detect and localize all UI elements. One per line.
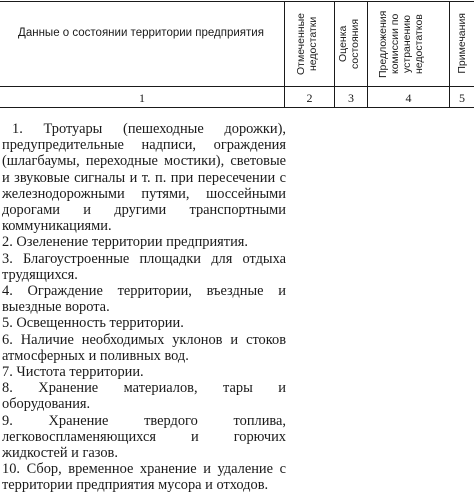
list-item: 1. Тротуары (пешеходные дорожки), предупредительные надписи, ограждения (шлагбаумы, переходные мостики), световые и звуковые сигналы и т. п. при пересечении с железнодорожными путями, шоссейными дорогами и другими транспортными коммуникациями. bbox=[2, 121, 286, 235]
header-cell-assessment bbox=[335, 2, 367, 85]
header-cell-defects bbox=[285, 2, 334, 85]
list-item: 3. Благоустроенные площадки для отдыха трудящихся. bbox=[2, 250, 286, 283]
territory-items-list bbox=[2, 121, 286, 494]
header-notes: Примечания bbox=[456, 13, 468, 74]
header-cell-notes bbox=[450, 2, 474, 85]
header-defects: Отмеченные недостатки bbox=[294, 12, 319, 75]
column-number-1: 1 bbox=[139, 91, 145, 105]
list-item: 7. Чистота территории. bbox=[2, 364, 144, 381]
header-bottom-border bbox=[0, 86, 474, 87]
column-number-5: 5 bbox=[459, 91, 465, 105]
number-row-bottom-border bbox=[0, 107, 474, 108]
header-proposals: Предложения комиссии по устранению недостатков bbox=[376, 9, 425, 78]
list-item: 10. Сбор, временное хранение и удаление с территории предприятия мусора и отходов. bbox=[2, 461, 286, 494]
header-territory-data: Данные о состоянии территории предприятия bbox=[18, 27, 264, 39]
column-number-3: 3 bbox=[348, 91, 354, 105]
list-item: 8. Хранение материалов, тары и оборудования. bbox=[2, 380, 286, 413]
list-item: 6. Наличие необходимых уклонов и стоков атмосферных и поливных вод. bbox=[2, 331, 286, 364]
list-item: 4. Ограждение территории, въездные и выездные ворота. bbox=[2, 283, 286, 316]
list-item: 2. Озеленение территории предприятия. bbox=[2, 234, 248, 251]
header-assessment: Оценка состояния bbox=[337, 18, 361, 69]
list-item: 5. Освещенность территории. bbox=[2, 315, 184, 332]
column-number-2: 2 bbox=[306, 91, 313, 105]
list-item: 9. Хранение твердого топлива, легковоспламеняющихся и горючих жидкостей и газов. bbox=[2, 412, 286, 462]
header-cell-proposals bbox=[368, 2, 449, 85]
column-number-4: 4 bbox=[405, 91, 412, 105]
